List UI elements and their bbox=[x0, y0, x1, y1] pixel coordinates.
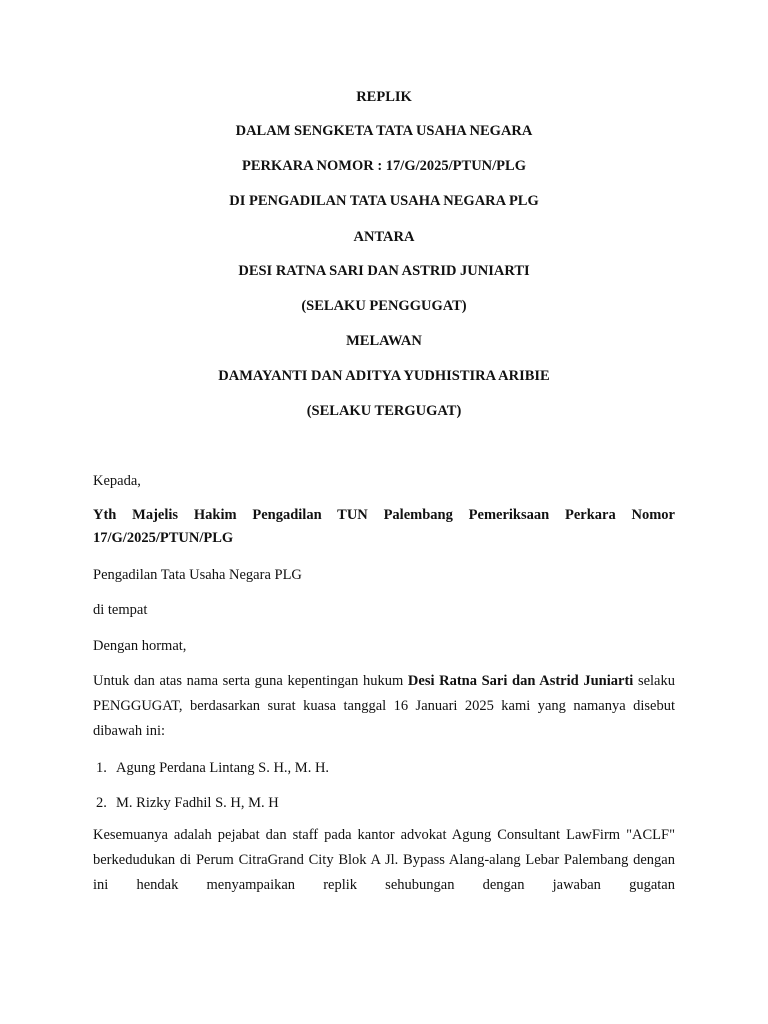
court-name: Pengadilan Tata Usaha Negara PLG bbox=[93, 567, 302, 583]
heading-defendants: DAMAYANTI DAN ADITYA YUDHISTIRA ARIBIE bbox=[218, 368, 550, 384]
list-number: 2. bbox=[96, 795, 107, 811]
paragraph-mandate-intro: Untuk dan atas nama serta guna kepentingan hukum bbox=[93, 673, 408, 689]
addressee: Yth Majelis Hakim Pengadilan TUN Palembang Pemeriksaan Perkara Nomor 17/G/2025/PTUN/PLG bbox=[93, 507, 675, 546]
paragraph-firm: Kesemuanya adalah pejabat dan staff pada kantor advokat Agung Consultant LawFirm "ACLF" berkedudukan di Perum CitraGrand City Blok A Jl. Bypass Alang-alang Lebar Palembang dengan ini hendak menyampaikan replik sehubungan dengan jawaban gugatan bbox=[93, 827, 675, 893]
heading-plaintiffs: DESI RATNA SARI DAN ASTRID JUNIARTI bbox=[238, 263, 530, 279]
heading-versus: MELAWAN bbox=[346, 333, 422, 349]
list-item bbox=[96, 759, 329, 777]
heading-between: ANTARA bbox=[353, 229, 415, 245]
counsel-name: Agung Perdana Lintang S. H., M. H. bbox=[116, 760, 330, 776]
paragraph-mandate bbox=[93, 669, 675, 744]
heading-defendant-role: (SELAKU TERGUGAT) bbox=[306, 403, 462, 419]
counsel-name: M. Rizky Fadhil S. H, M. H bbox=[116, 795, 279, 811]
heading-title: REPLIK bbox=[356, 89, 412, 105]
heading-court: DI PENGADILAN TATA USAHA NEGARA PLG bbox=[229, 193, 539, 209]
place-line: di tempat bbox=[93, 602, 148, 618]
plaintiff-names: Desi Ratna Sari dan Astrid Juniarti bbox=[407, 673, 634, 689]
heading-dispute-type: DALAM SENGKETA TATA USAHA NEGARA bbox=[235, 123, 533, 139]
list-number: 1. bbox=[96, 760, 107, 776]
greeting: Dengan hormat, bbox=[93, 638, 187, 654]
heading-case-number: PERKARA NOMOR : 17/G/2025/PTUN/PLG bbox=[242, 158, 526, 174]
heading-plaintiff-role: (SELAKU PENGGUGAT) bbox=[301, 298, 467, 314]
paragraph-mandate-rest: selaku PENGGUGAT, berdasarkan surat kuasa tanggal 16 Januari 2025 kami yang namanya disebut dibawah ini: bbox=[93, 673, 675, 739]
salutation-to: Kepada, bbox=[93, 473, 141, 489]
list-item bbox=[96, 794, 279, 812]
